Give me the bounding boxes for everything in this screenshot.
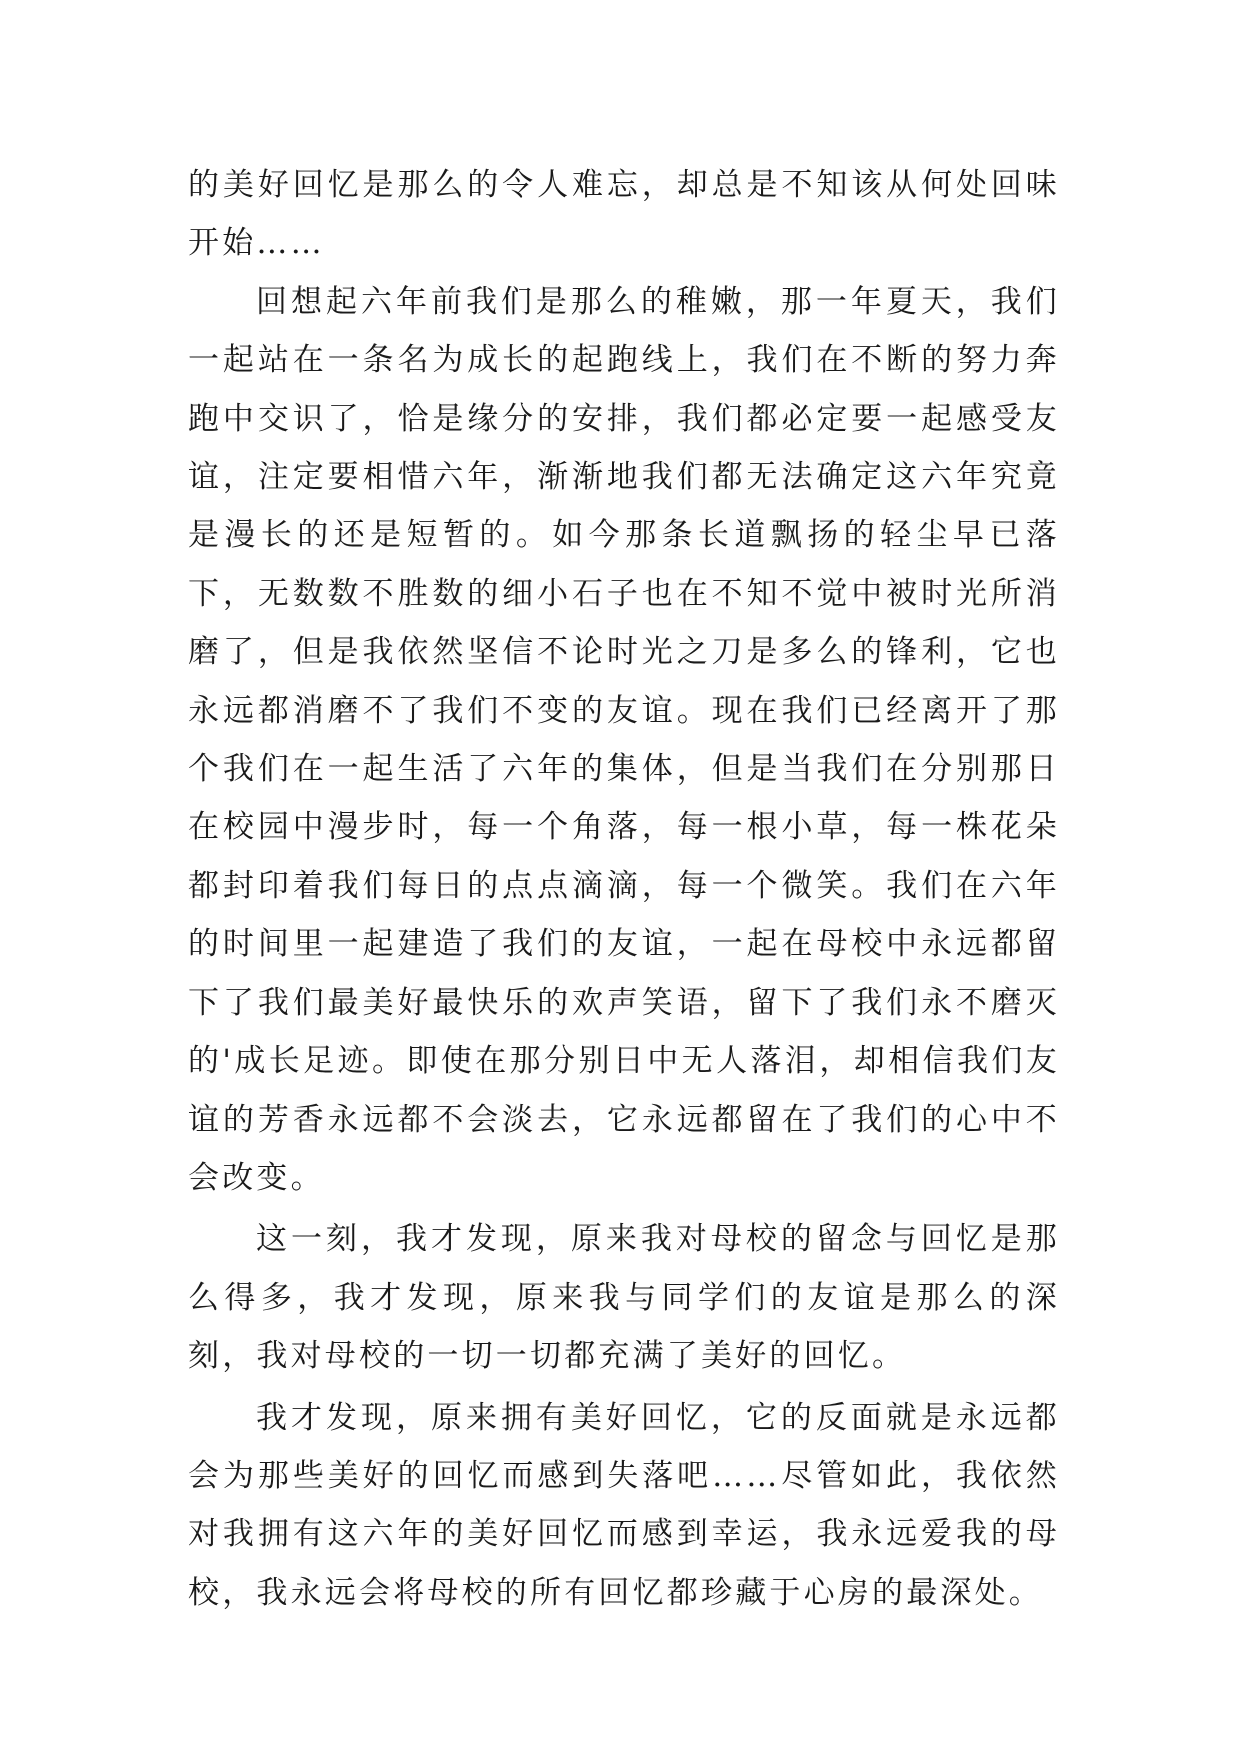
paragraph-memories: 回想起六年前我们是那么的稚嫩，那一年夏天，我们一起站在一条名为成长的起跑线上，我们在不断的努力奔跑中交识了，恰是缘分的安排，我们都必定要一起感受友谊，注定要相惜六年，渐渐地我们都无法确定这六年究竟是漫长的还是短暂的。如今那条长道飘扬的轻尘早已落下，无数数不胜数的细小石子也在不知不觉中被时光所消磨了，但是我依然坚信不论时光之刀是多么的锋利，它也永远都消磨不了我们不变的友谊。现在我们已经离开了那个我们在一起生活了六年的集体，但是当我们在分别那日在校园中漫步时，每一个角落，每一根小草，每一株花朵都封印着我们每日的点点滴滴，每一个微笑。我们在六年的时间里一起建造了我们的友谊，一起在母校中永远都留下了我们最美好最快乐的欢声笑语，留下了我们永不磨灭的'成长足迹。即使在那分别日中无人落泪，却相信我们友谊的芳香永远都不会淡去，它永远都留在了我们的心中不会改变。 <box>188 283 1060 1196</box>
paragraph-conclusion: 我才发现，原来拥有美好回忆，它的反面就是永远都会为那些美好的回忆而感到失落吧……尽管如此，我依然对我拥有这六年的美好回忆而感到幸运，我永远爱我的母校，我永远会将母校的所有回忆都珍藏于心房的最深处。 <box>188 1399 1060 1611</box>
paragraph-continuation: 的美好回忆是那么的令人难忘，却总是不知该从何处回味开始…… <box>188 167 1060 262</box>
paragraph-realization: 这一刻，我才发现，原来我对母校的留念与回忆是那么得多，我才发现，原来我与同学们的友谊是那么的深刻，我对母校的一切一切都充满了美好的回忆。 <box>188 1221 1060 1375</box>
document-body <box>188 156 1060 1622</box>
